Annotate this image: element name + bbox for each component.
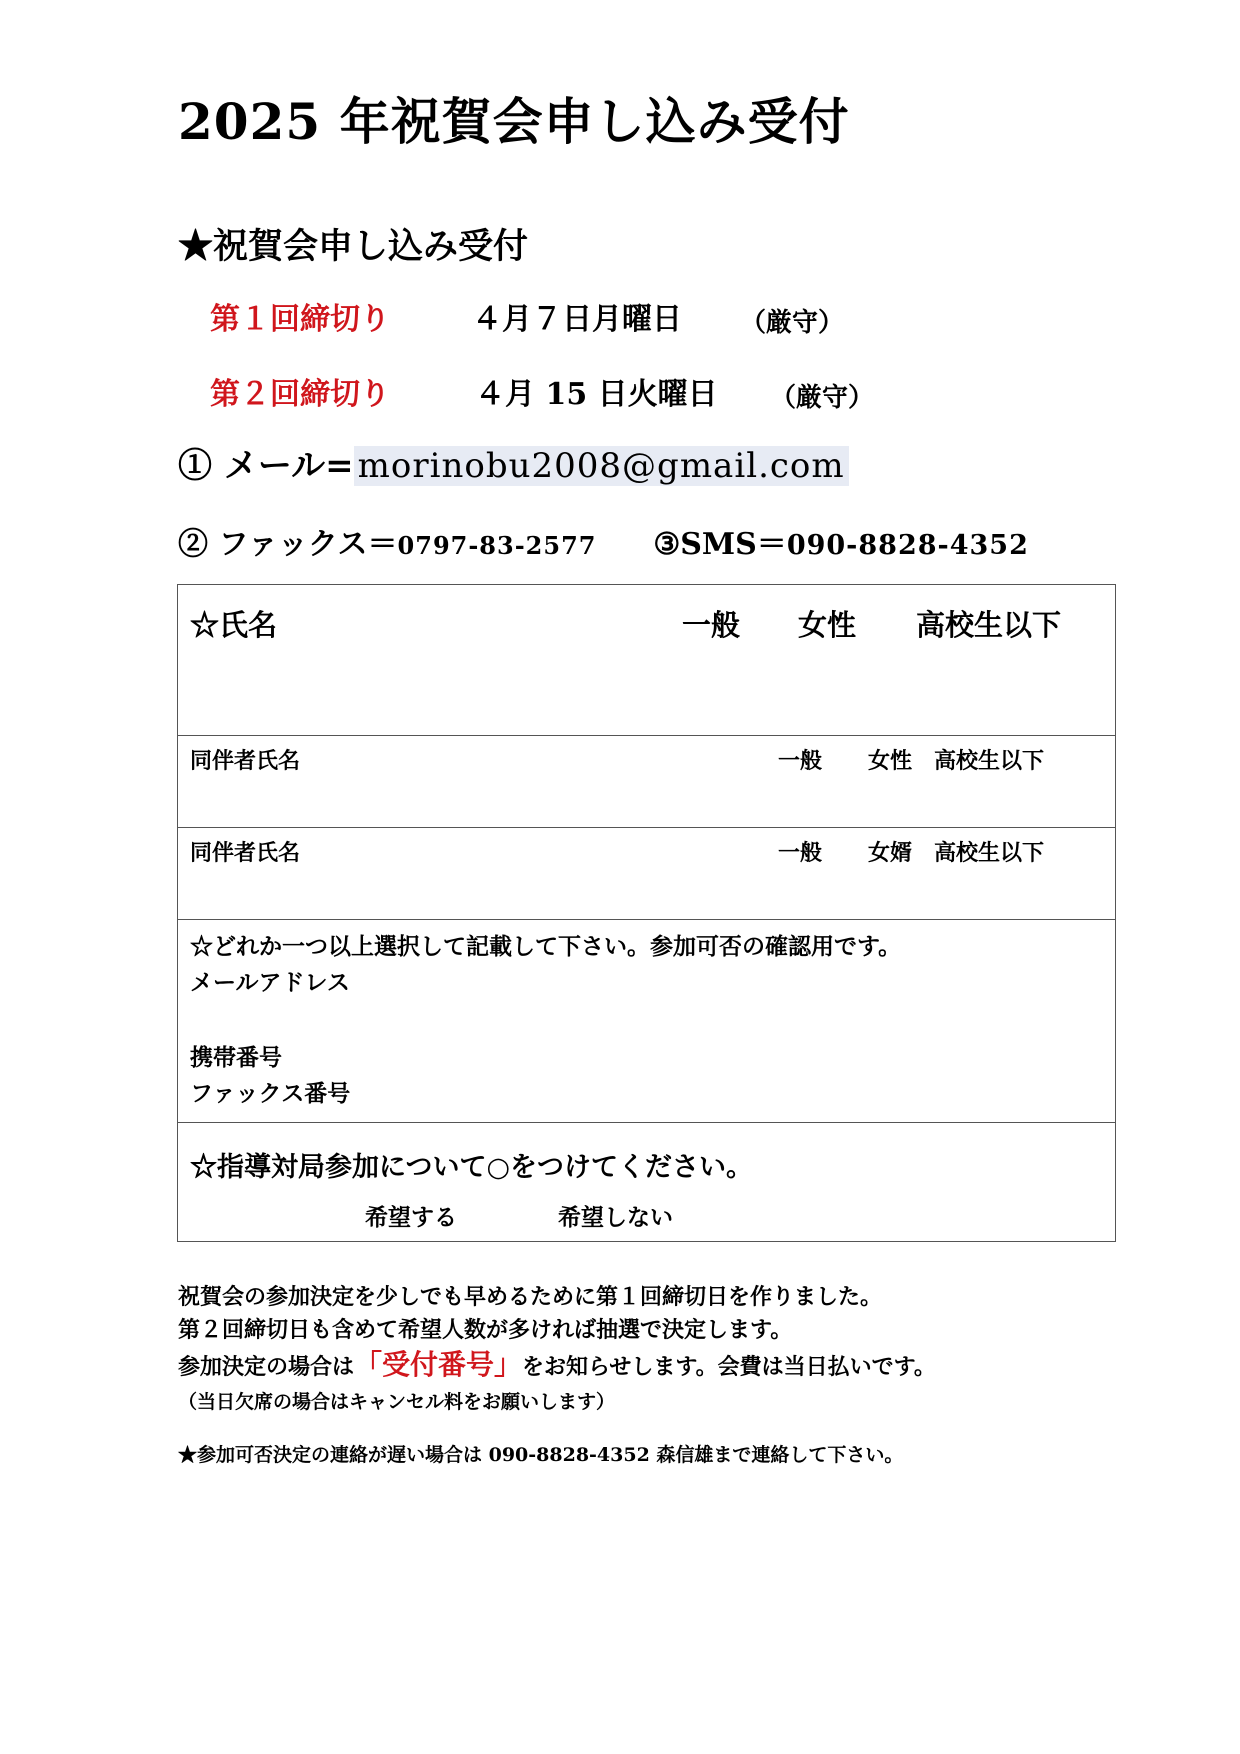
fax-label: ② ファックス＝ <box>178 527 398 562</box>
note-line-3-pre: 参加決定の場合は <box>178 1354 355 1380</box>
contact-instruction: ☆どれか一つ以上選択して記載して下さい。参加可否の確認用です。 <box>190 933 902 960</box>
name-option-female[interactable]: 女性 <box>798 608 857 642</box>
note-line-5: ★参加可否決定の連絡が遅い場合は 090-8828-4352 森信雄まで連絡して下さい。 <box>178 1444 904 1466</box>
note-line-4: （当日欠席の場合はキャンセル料をお願いします） <box>178 1391 616 1413</box>
teaching-game-instruction: ☆指導対局参加について○をつけてください。 <box>190 1152 754 1183</box>
email-address[interactable]: morinobu2008@gmail.com <box>354 446 849 486</box>
companion-row-1 <box>178 736 1115 828</box>
option-no-wish[interactable]: 希望しない <box>558 1204 673 1231</box>
companion-row-2 <box>178 828 1115 920</box>
companion-2-option-student[interactable]: 高校生以下 <box>934 840 1045 866</box>
name-row <box>178 585 1115 736</box>
note-line-1: 祝賀会の参加決定を少しでも早めるために第１回締切日を作りました。 <box>178 1284 883 1310</box>
deadline-1 <box>210 300 910 340</box>
companion-2-option-general[interactable]: 一般 <box>778 840 823 866</box>
page-title: 2025 年祝賀会申し込み受付 <box>178 92 850 151</box>
name-option-general[interactable]: 一般 <box>682 608 741 642</box>
deadline-1-label: 第１回締切り <box>210 302 390 337</box>
deadline-2-date: ４月 15 日火曜日 <box>475 377 718 412</box>
reception-number-highlight: 「受付番号」 <box>354 1348 523 1381</box>
companion-1-option-female[interactable]: 女性 <box>868 748 913 774</box>
deadline-2-label: 第２回締切り <box>210 377 390 412</box>
name-label: ☆氏名 <box>190 608 278 642</box>
fax-number: 0797-83-2577 <box>397 531 597 560</box>
sms-number: 090-8828-4352 <box>786 530 1029 561</box>
section-heading: ★祝賀会申し込み受付 <box>178 226 529 267</box>
companion-1-option-student[interactable]: 高校生以下 <box>934 748 1045 774</box>
sms-label: ③SMS＝ <box>653 527 787 562</box>
note-line-3 <box>178 1350 936 1382</box>
companion-2-label: 同伴者氏名 <box>190 840 301 866</box>
fax-sms-contact <box>178 526 1029 565</box>
deadline-2 <box>210 375 910 415</box>
option-wish[interactable]: 希望する <box>365 1204 457 1231</box>
deadline-1-note: （厳守） <box>740 308 845 338</box>
deadline-1-date: ４月７日月曜日 <box>472 302 682 337</box>
companion-1-label: 同伴者氏名 <box>190 748 301 774</box>
contact-info-row <box>178 920 1115 1123</box>
companion-1-option-general[interactable]: 一般 <box>778 748 823 774</box>
email-contact <box>178 444 849 488</box>
teaching-game-row <box>178 1123 1115 1241</box>
contact-fax-label: ファックス番号 <box>190 1080 351 1107</box>
note-line-3-post: をお知らせします。会費は当日払いです。 <box>522 1354 936 1380</box>
name-option-student[interactable]: 高校生以下 <box>916 608 1062 642</box>
application-form <box>177 584 1116 1242</box>
contact-mobile-label: 携帯番号 <box>190 1044 282 1071</box>
contact-email-label: メールアドレス <box>190 969 350 996</box>
deadline-2-note: （厳守） <box>770 383 875 413</box>
companion-2-option-female[interactable]: 女婿 <box>868 840 913 866</box>
note-line-2: 第２回締切日も含めて希望人数が多ければ抽選で決定します。 <box>178 1317 793 1343</box>
email-label: ① メール= <box>178 446 354 486</box>
